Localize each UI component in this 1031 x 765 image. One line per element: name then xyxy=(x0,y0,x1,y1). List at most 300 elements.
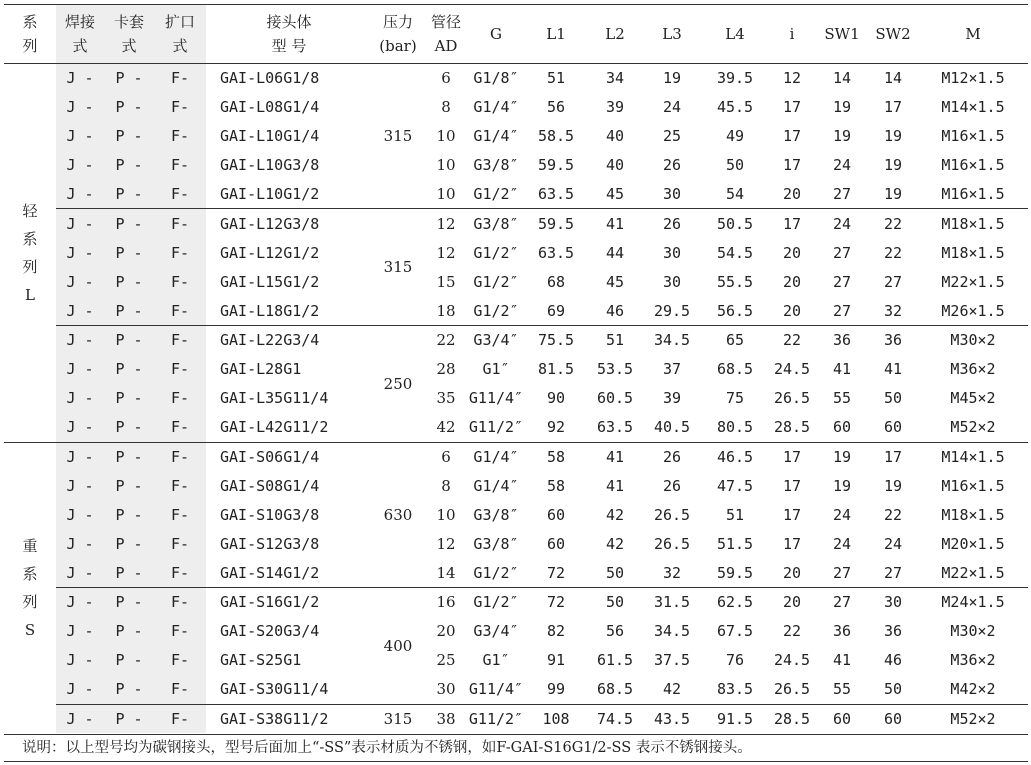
l4-cell: 46.5 xyxy=(702,442,768,471)
l1-cell: 90 xyxy=(546,389,566,408)
l1-cell: 63.5 xyxy=(537,185,575,203)
ferrule-type-mark: P - xyxy=(104,442,154,471)
series-char: 轻 xyxy=(22,201,38,220)
l2-cell: 41 xyxy=(588,442,642,471)
ferrule-type-mark: P - xyxy=(104,646,154,675)
l1-cell: 72 xyxy=(546,563,566,582)
thread-g-cell: G1/8″ xyxy=(473,69,519,88)
pressure-cell: 250 xyxy=(372,326,424,443)
weld-type-mark: J - xyxy=(56,267,104,296)
col-header-l2: L2 xyxy=(588,5,642,64)
sw2-cell: 32 xyxy=(883,301,903,320)
l4-cell: 45.5 xyxy=(716,98,754,117)
tube-diameter-cell: 12 xyxy=(436,243,456,262)
weld-type-mark: J - xyxy=(56,209,104,238)
i-cell: 24.5 xyxy=(773,360,811,379)
table-row xyxy=(4,180,1028,209)
table-row xyxy=(4,442,1028,471)
l2-cell: 50 xyxy=(588,588,642,617)
sw1-cell: 27 xyxy=(832,272,852,291)
ferrule-type-mark: P - xyxy=(104,384,154,413)
tube-diameter-cell: 20 xyxy=(436,622,456,641)
i-cell: 28.5 xyxy=(768,704,816,733)
thread-g-cell: G1″ xyxy=(482,651,510,670)
l3-cell: 29.5 xyxy=(653,301,691,320)
thread-g-cell: G1/4″ xyxy=(473,98,519,117)
l1-cell: 99 xyxy=(546,680,566,699)
col-header-pressure: 压力 (bar) xyxy=(372,5,424,64)
ferrule-type-mark: P - xyxy=(104,413,154,442)
col-header-flare: 扩口 式 xyxy=(154,5,206,64)
tube-diameter-cell: 38 xyxy=(424,704,468,733)
l3-cell: 26 xyxy=(642,209,702,238)
l4-cell: 65 xyxy=(702,326,768,355)
tube-diameter-cell: 12 xyxy=(424,209,468,238)
col-header-series: 系 列 xyxy=(4,5,56,64)
tube-diameter-cell: 28 xyxy=(436,360,456,379)
sw1-cell: 36 xyxy=(816,326,868,355)
sw2-cell: 19 xyxy=(883,185,903,203)
col-header-ferrule: 卡套 式 xyxy=(104,5,154,64)
sw2-cell: 22 xyxy=(868,209,918,238)
l1-cell: 58 xyxy=(524,442,588,471)
i-cell: 24.5 xyxy=(773,651,811,670)
flare-type-mark: F- xyxy=(154,326,206,355)
l1-cell: 82 xyxy=(546,622,566,641)
l4-cell: 67.5 xyxy=(716,622,754,641)
sw2-cell: 46 xyxy=(883,651,903,670)
model-cell: GAI-S08G1/4 xyxy=(220,476,320,495)
tube-diameter-cell: 10 xyxy=(436,156,456,175)
model-cell: GAI-L42G11/2 xyxy=(220,418,329,437)
table-row xyxy=(4,500,1028,529)
thread-g-cell: G3/4″ xyxy=(473,622,519,641)
col-header-l1: L1 xyxy=(524,5,588,64)
series-label-heavy xyxy=(4,442,56,733)
tube-diameter-cell: 35 xyxy=(436,389,456,408)
flare-type-mark: F- xyxy=(154,500,206,529)
i-cell: 17 xyxy=(782,156,802,175)
l2-cell: 41 xyxy=(588,209,642,238)
m-thread-cell: M18×1.5 xyxy=(941,243,1005,262)
pressure-cell: 315 xyxy=(372,209,424,326)
flare-type-mark: F- xyxy=(154,238,206,267)
i-cell: 17 xyxy=(782,98,802,117)
model-cell: GAI-L12G1/2 xyxy=(220,243,320,262)
col-header-l4: L4 xyxy=(702,5,768,64)
sw2-cell: 27 xyxy=(883,563,903,582)
ferrule-type-mark: P - xyxy=(104,675,154,704)
l1-cell: 108 xyxy=(524,704,588,733)
m-thread-cell: M26×1.5 xyxy=(941,301,1005,320)
l1-cell: 51 xyxy=(546,69,566,88)
sw1-cell: 27 xyxy=(832,185,852,203)
l2-cell: 44 xyxy=(605,243,625,262)
model-cell: GAI-L12G3/8 xyxy=(206,209,372,238)
col-header-weld: 焊接 式 xyxy=(56,5,104,64)
thread-g-cell: G1/4″ xyxy=(473,476,519,495)
l1-cell: 81.5 xyxy=(537,360,575,379)
sw2-cell: 50 xyxy=(883,680,903,699)
l4-cell: 50 xyxy=(725,156,745,175)
flare-type-mark: F- xyxy=(154,646,206,675)
model-cell: GAI-L10G1/2 xyxy=(220,185,320,203)
sw1-cell: 19 xyxy=(832,476,852,495)
m-thread-cell: M42×2 xyxy=(950,680,996,699)
fitting-spec-table xyxy=(4,4,1028,733)
model-cell: GAI-L06G1/8 xyxy=(220,69,320,88)
i-cell: 20 xyxy=(782,185,802,203)
table-row xyxy=(4,617,1028,646)
l3-cell: 26 xyxy=(662,476,682,495)
thread-g-cell: G1/2″ xyxy=(473,243,519,262)
flare-type-mark: F- xyxy=(154,151,206,180)
sw2-cell: 22 xyxy=(883,243,903,262)
table-row xyxy=(4,93,1028,122)
sw2-cell: 19 xyxy=(883,156,903,175)
sw1-cell: 19 xyxy=(832,127,852,146)
flare-type-mark: F- xyxy=(154,442,206,471)
l4-cell: 75 xyxy=(725,389,745,408)
sw2-cell: 14 xyxy=(883,69,903,88)
thread-g-cell: G1/2″ xyxy=(473,185,519,203)
l3-cell: 26 xyxy=(662,156,682,175)
flare-type-mark: F- xyxy=(154,529,206,558)
l3-cell: 34.5 xyxy=(642,326,702,355)
m-thread-cell: M18×1.5 xyxy=(918,209,1028,238)
ferrule-type-mark: P - xyxy=(104,267,154,296)
m-thread-cell: M16×1.5 xyxy=(941,185,1005,203)
tube-diameter-cell: 18 xyxy=(436,301,456,320)
i-cell: 20 xyxy=(782,563,802,582)
m-thread-cell: M14×1.5 xyxy=(941,98,1005,117)
col-header-m: M xyxy=(918,5,1028,64)
table-body xyxy=(4,64,1028,734)
sw1-cell: 27 xyxy=(832,243,852,262)
l2-cell: 42 xyxy=(605,534,625,553)
l1-cell: 92 xyxy=(546,418,566,437)
weld-type-mark: J - xyxy=(56,646,104,675)
sw1-cell: 24 xyxy=(832,505,852,524)
l3-cell: 30 xyxy=(662,185,682,203)
i-cell: 17 xyxy=(782,534,802,553)
model-cell: GAI-L10G1/4 xyxy=(220,127,320,146)
weld-type-mark: J - xyxy=(56,675,104,704)
l1-cell: 58.5 xyxy=(537,127,575,146)
sw1-cell: 14 xyxy=(832,69,852,88)
tube-diameter-cell: 10 xyxy=(436,505,456,524)
sw2-cell: 19 xyxy=(883,476,903,495)
series-char: S xyxy=(24,621,36,640)
i-cell: 26.5 xyxy=(773,389,811,408)
l4-cell: 49 xyxy=(725,127,745,146)
tube-diameter-cell: 15 xyxy=(436,272,456,291)
col-header-sw1: SW1 xyxy=(816,5,868,64)
l3-cell: 26.5 xyxy=(653,505,691,524)
series-char: L xyxy=(25,285,35,304)
i-cell: 17 xyxy=(782,127,802,146)
table-row xyxy=(4,326,1028,355)
sw2-cell: 60 xyxy=(868,704,918,733)
sw1-cell: 55 xyxy=(832,680,852,699)
tube-diameter-cell: 42 xyxy=(436,418,456,437)
ferrule-type-mark: P - xyxy=(104,64,154,93)
i-cell: 20 xyxy=(782,272,802,291)
col-header-sw2: SW2 xyxy=(868,5,918,64)
l2-cell: 42 xyxy=(605,505,625,524)
ferrule-type-mark: P - xyxy=(104,238,154,267)
flare-type-mark: F- xyxy=(154,384,206,413)
l2-cell: 56 xyxy=(605,622,625,641)
thread-g-cell: G1″ xyxy=(482,360,510,379)
sw1-cell: 27 xyxy=(832,301,852,320)
l2-cell: 40 xyxy=(605,156,625,175)
weld-type-mark: J - xyxy=(56,588,104,617)
table-row xyxy=(4,558,1028,587)
sw1-cell: 41 xyxy=(832,360,852,379)
ferrule-type-mark: P - xyxy=(104,617,154,646)
table-row xyxy=(4,267,1028,296)
sw1-cell: 27 xyxy=(816,588,868,617)
model-cell: GAI-L15G1/2 xyxy=(220,272,320,291)
i-cell: 22 xyxy=(768,326,816,355)
tube-diameter-cell: 10 xyxy=(436,127,456,146)
thread-g-cell: G1/4″ xyxy=(473,127,519,146)
weld-type-mark: J - xyxy=(56,151,104,180)
l2-cell: 61.5 xyxy=(596,651,634,670)
col-header-tube: 管径 AD xyxy=(424,5,468,64)
l3-cell: 30 xyxy=(662,272,682,291)
model-cell: GAI-S20G3/4 xyxy=(220,622,320,641)
weld-type-mark: J - xyxy=(56,529,104,558)
col-header-l3: L3 xyxy=(642,5,702,64)
tube-diameter-cell: 10 xyxy=(436,185,456,203)
model-cell: GAI-L35G11/4 xyxy=(220,389,329,408)
series-char: 系 xyxy=(22,229,38,248)
ferrule-type-mark: P - xyxy=(104,122,154,151)
sw2-cell: 36 xyxy=(868,326,918,355)
l3-cell: 26.5 xyxy=(653,534,691,553)
i-cell: 17 xyxy=(768,209,816,238)
sw1-cell: 60 xyxy=(832,418,852,437)
pressure-cell: 630 xyxy=(372,442,424,587)
sw1-cell: 24 xyxy=(832,156,852,175)
l4-cell: 39.5 xyxy=(716,69,754,88)
l2-cell: 51 xyxy=(588,326,642,355)
weld-type-mark: J - xyxy=(56,471,104,500)
m-thread-cell: M24×1.5 xyxy=(918,588,1028,617)
i-cell: 22 xyxy=(782,622,802,641)
flare-type-mark: F- xyxy=(154,471,206,500)
pressure-cell: 315 xyxy=(372,704,424,733)
series-label-light xyxy=(4,64,56,443)
model-cell: GAI-L18G1/2 xyxy=(220,301,320,320)
sw2-cell: 36 xyxy=(883,622,903,641)
model-cell: GAI-S12G3/8 xyxy=(220,534,320,553)
model-cell: GAI-S14G1/2 xyxy=(220,563,320,582)
i-cell: 28.5 xyxy=(773,418,811,437)
model-cell: GAI-S16G1/2 xyxy=(206,588,372,617)
tube-diameter-cell: 6 xyxy=(424,442,468,471)
model-cell: GAI-L22G3/4 xyxy=(206,326,372,355)
tube-diameter-cell: 30 xyxy=(436,680,456,699)
thread-g-cell: G1/4″ xyxy=(468,442,524,471)
m-thread-cell: M18×1.5 xyxy=(941,505,1005,524)
weld-type-mark: J - xyxy=(56,93,104,122)
l1-cell: 75.5 xyxy=(524,326,588,355)
weld-type-mark: J - xyxy=(56,238,104,267)
thread-g-cell: G3/8″ xyxy=(473,534,519,553)
ferrule-type-mark: P - xyxy=(104,500,154,529)
table-row xyxy=(4,296,1028,325)
i-cell: 17 xyxy=(782,476,802,495)
m-thread-cell: M20×1.5 xyxy=(941,534,1005,553)
flare-type-mark: F- xyxy=(154,617,206,646)
ferrule-type-mark: P - xyxy=(104,529,154,558)
flare-type-mark: F- xyxy=(154,296,206,325)
tube-diameter-cell: 8 xyxy=(441,98,451,117)
ferrule-type-mark: P - xyxy=(104,151,154,180)
thread-g-cell: G11/2″ xyxy=(468,704,524,733)
model-cell: GAI-S06G1/4 xyxy=(206,442,372,471)
l3-cell: 32 xyxy=(662,563,682,582)
table-row xyxy=(4,122,1028,151)
tube-diameter-cell: 14 xyxy=(436,563,456,582)
l4-cell: 56.5 xyxy=(716,301,754,320)
thread-g-cell: G1/2″ xyxy=(473,272,519,291)
sw2-cell: 17 xyxy=(868,442,918,471)
l3-cell: 34.5 xyxy=(653,622,691,641)
m-thread-cell: M30×2 xyxy=(918,326,1028,355)
table-row xyxy=(4,588,1028,617)
l2-cell: 50 xyxy=(605,563,625,582)
col-header-i: i xyxy=(768,5,816,64)
thread-g-cell: G3/8″ xyxy=(473,505,519,524)
i-cell: 20 xyxy=(782,301,802,320)
l3-cell: 43.5 xyxy=(642,704,702,733)
weld-type-mark: J - xyxy=(56,64,104,93)
ferrule-type-mark: P - xyxy=(104,471,154,500)
flare-type-mark: F- xyxy=(154,675,206,704)
l2-cell: 45 xyxy=(605,272,625,291)
table-row xyxy=(4,646,1028,675)
i-cell: 17 xyxy=(768,442,816,471)
l1-cell: 59.5 xyxy=(537,156,575,175)
m-thread-cell: M14×1.5 xyxy=(918,442,1028,471)
tube-diameter-cell: 25 xyxy=(436,651,456,670)
l1-cell: 60 xyxy=(546,505,566,524)
m-thread-cell: M52×2 xyxy=(918,704,1028,733)
l1-cell: 63.5 xyxy=(537,243,575,262)
weld-type-mark: J - xyxy=(56,704,104,733)
table-row xyxy=(4,384,1028,413)
table-row xyxy=(4,64,1028,93)
i-cell: 26.5 xyxy=(773,680,811,699)
l2-cell: 45 xyxy=(605,185,625,203)
l4-cell: 51 xyxy=(725,505,745,524)
l2-cell: 34 xyxy=(605,69,625,88)
l2-cell: 40 xyxy=(605,127,625,146)
pressure-cell: 400 xyxy=(372,588,424,705)
i-cell: 12 xyxy=(782,69,802,88)
ferrule-type-mark: P - xyxy=(104,93,154,122)
thread-g-cell: G3/8″ xyxy=(473,156,519,175)
l3-cell: 25 xyxy=(662,127,682,146)
table-row xyxy=(4,355,1028,384)
model-cell: GAI-S30G11/4 xyxy=(220,680,329,699)
l4-cell: 47.5 xyxy=(716,476,754,495)
l2-cell: 63.5 xyxy=(596,418,634,437)
tube-diameter-cell: 8 xyxy=(441,476,451,495)
flare-type-mark: F- xyxy=(154,93,206,122)
m-thread-cell: M36×2 xyxy=(950,360,996,379)
sw2-cell: 22 xyxy=(883,505,903,524)
model-cell: GAI-S38G11/2 xyxy=(206,704,372,733)
l4-cell: 91.5 xyxy=(702,704,768,733)
header-row xyxy=(4,5,1028,64)
l2-cell: 46 xyxy=(605,301,625,320)
ferrule-type-mark: P - xyxy=(104,180,154,209)
thread-g-cell: G3/8″ xyxy=(468,209,524,238)
sw1-cell: 19 xyxy=(832,98,852,117)
l1-cell: 69 xyxy=(546,301,566,320)
weld-type-mark: J - xyxy=(56,500,104,529)
ferrule-type-mark: P - xyxy=(104,558,154,587)
m-thread-cell: M16×1.5 xyxy=(941,127,1005,146)
weld-type-mark: J - xyxy=(56,122,104,151)
m-thread-cell: M52×2 xyxy=(950,418,996,437)
thread-g-cell: G11/4″ xyxy=(468,389,524,408)
l4-cell: 76 xyxy=(725,651,745,670)
m-thread-cell: M45×2 xyxy=(950,389,996,408)
l4-cell: 80.5 xyxy=(716,418,754,437)
m-thread-cell: M22×1.5 xyxy=(941,272,1005,291)
table-row xyxy=(4,151,1028,180)
weld-type-mark: J - xyxy=(56,558,104,587)
flare-type-mark: F- xyxy=(154,558,206,587)
tube-diameter-cell: 12 xyxy=(436,534,456,553)
l2-cell: 68.5 xyxy=(596,680,634,699)
sw2-cell: 17 xyxy=(883,98,903,117)
i-cell: 20 xyxy=(782,243,802,262)
sw1-cell: 24 xyxy=(832,534,852,553)
model-cell: GAI-S25G1 xyxy=(220,651,302,670)
weld-type-mark: J - xyxy=(56,617,104,646)
l3-cell: 30 xyxy=(662,243,682,262)
l4-cell: 54.5 xyxy=(716,243,754,262)
l1-cell: 60 xyxy=(546,534,566,553)
i-cell: 20 xyxy=(768,588,816,617)
sw2-cell: 27 xyxy=(883,272,903,291)
col-header-g: G xyxy=(468,5,524,64)
l3-cell: 26 xyxy=(642,442,702,471)
sw2-cell: 41 xyxy=(883,360,903,379)
model-cell: GAI-S10G3/8 xyxy=(220,505,320,524)
flare-type-mark: F- xyxy=(154,355,206,384)
l1-cell: 58 xyxy=(546,476,566,495)
flare-type-mark: F- xyxy=(154,209,206,238)
weld-type-mark: J - xyxy=(56,296,104,325)
model-cell: GAI-L10G3/8 xyxy=(220,156,320,175)
flare-type-mark: F- xyxy=(154,704,206,733)
l2-cell: 53.5 xyxy=(596,360,634,379)
l4-cell: 83.5 xyxy=(716,680,754,699)
l1-cell: 56 xyxy=(546,98,566,117)
weld-type-mark: J - xyxy=(56,442,104,471)
l4-cell: 51.5 xyxy=(716,534,754,553)
l1-cell: 59.5 xyxy=(524,209,588,238)
sw2-cell: 24 xyxy=(883,534,903,553)
